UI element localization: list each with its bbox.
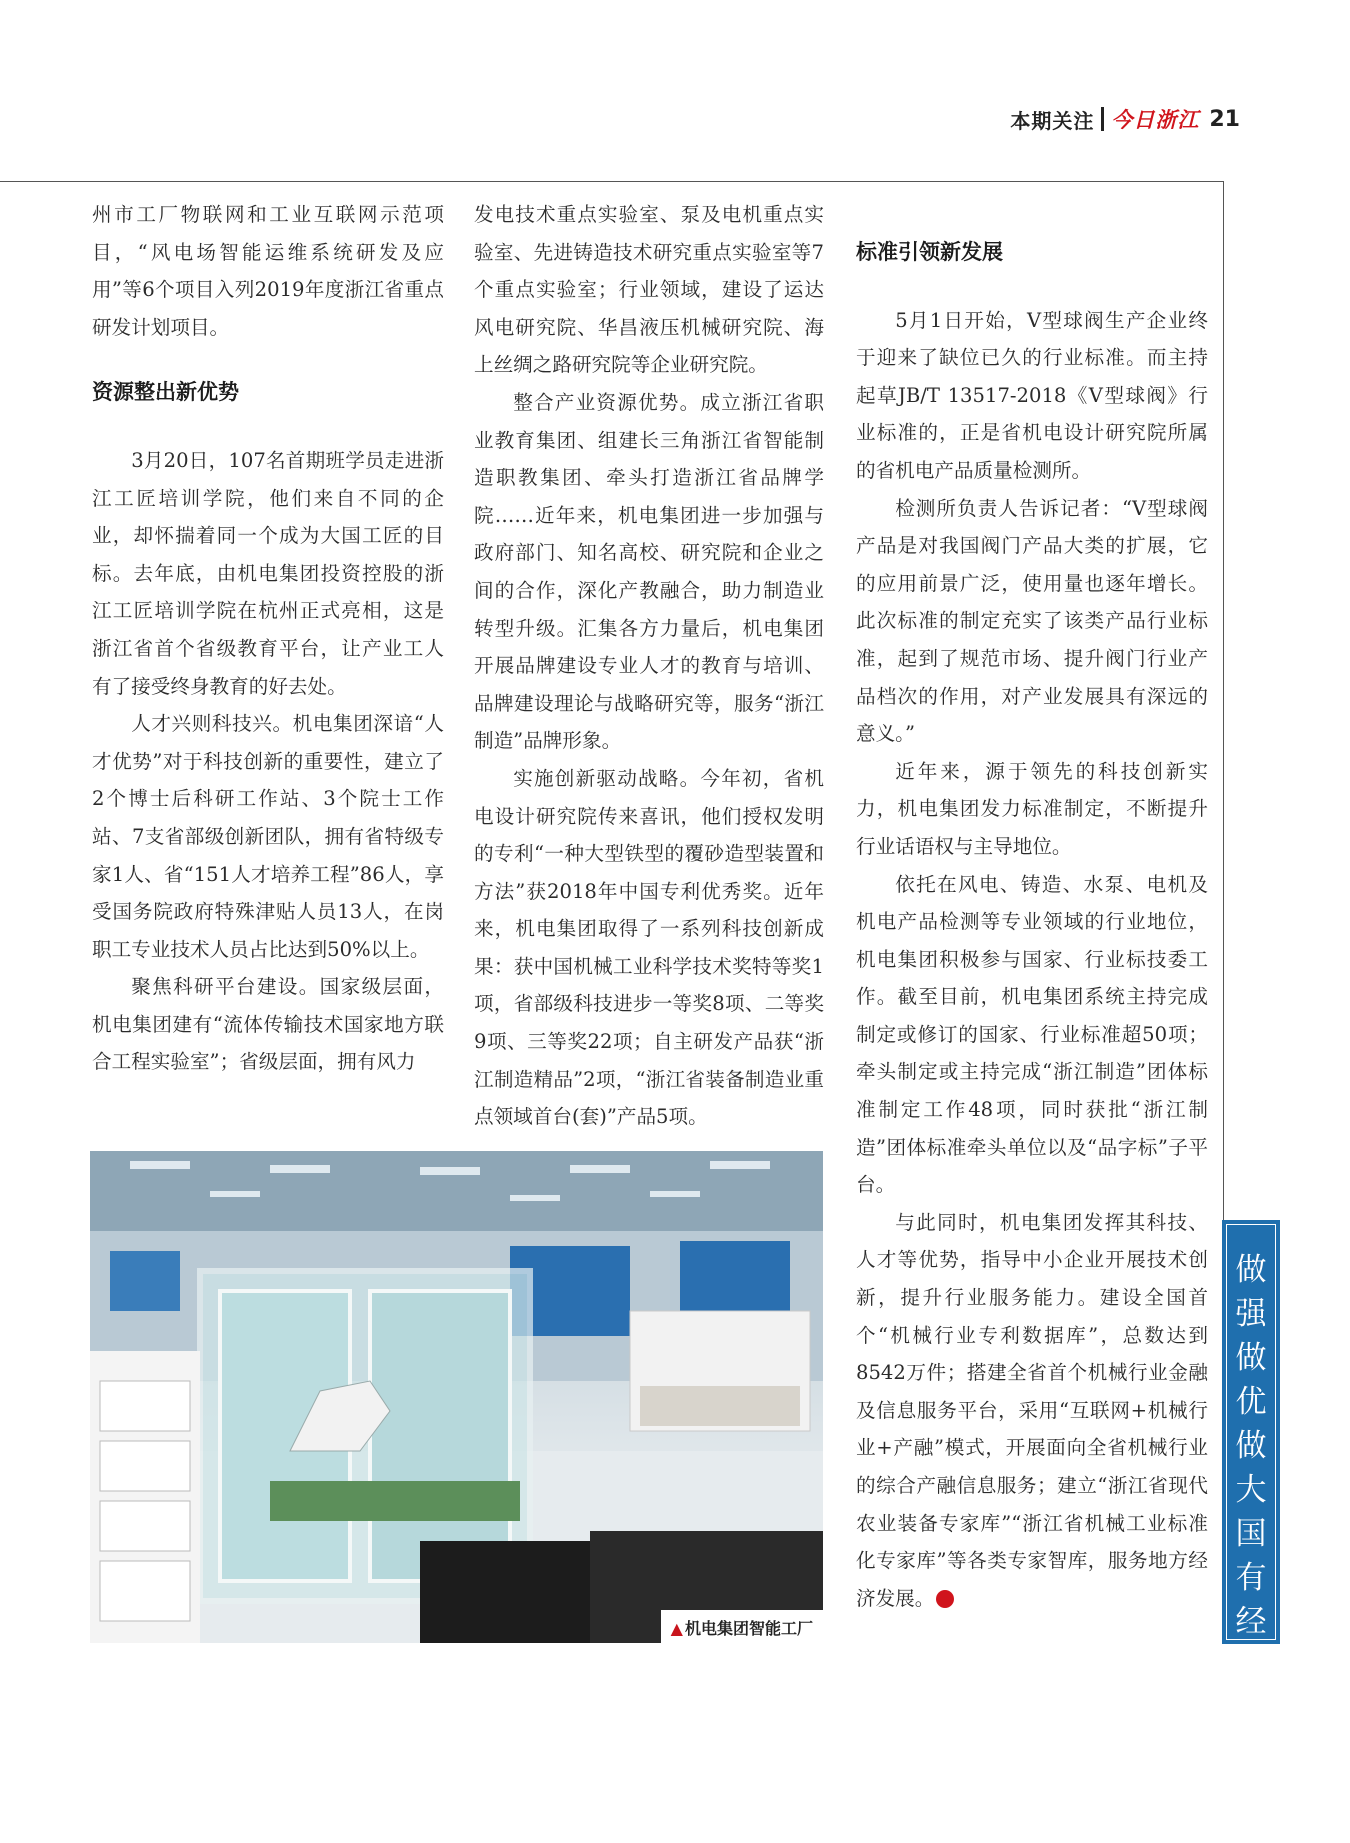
end-mark-icon: 今 xyxy=(936,1590,954,1608)
paragraph: 聚焦科研平台建设。国家级层面，机电集团建有“流体传输技术国家地方联合工程实验室”；省级层面，拥有风力 xyxy=(92,975,444,1074)
paragraph: 发电技术重点实验室、泵及电机重点实验室、先进铸造技术研究重点实验室等7个重点实验室；行业领域，建设了运达风电研究院、华昌液压机械研究院、海上丝绸之路研究院等企业研究院。 xyxy=(474,203,824,377)
caption-text: 机电集团智能工厂 xyxy=(684,1619,813,1638)
right-rule xyxy=(1223,181,1224,1221)
magazine-logo: 今日浙江 xyxy=(1111,108,1200,132)
paragraph: 整合产业资源优势。成立浙江省职业教育集团、组建长三角浙江省智能制造职教集团、牵头打造浙江省品牌学院……近年来，机电集团进一步加强与政府部门、知名高校、研究院和企业之间的合作，深化产教融合，助力制造业转型升级。汇集各方力量后，机电集团开展品牌建设专业人才的教育与培训、品牌建设理论与战略研究等，服务“浙江制造”品牌形象。 xyxy=(474,390,824,753)
section-name: 本期关注 xyxy=(1010,108,1095,133)
section-heading: 资源整出新优势 xyxy=(92,380,239,405)
paragraph: 近年来，源于领先的科技创新实力，机电集团发力标准制定，不断提升行业话语权与主导地位。 xyxy=(856,759,1208,858)
paragraph: 3月20日，107名首期班学员走进浙江工匠培训学院，他们来自不同的企业，却怀揣着同一个成为大国工匠的目标。去年底，由机电集团投资控股的浙江工匠培训学院在杭州正式亮相，这是浙江省首个省级教育平台，让产业工人有了接受终身教育的好去处。 xyxy=(92,448,444,698)
factory-photo xyxy=(90,1151,823,1643)
paragraph: 实施创新驱动战略。今年初，省机电设计研究院传来喜讯，他们授权发明的专利“一种大型铁型的覆砂造型装置和方法”获2018年中国专利优秀奖。近年来，机电集团取得了一系列科技创新成果：获中国机械工业科学技术奖特等奖1项，省部级科技进步一等奖8项、二等奖9项、三等奖22项；自主研发产品获“浙江制造精品”2项，“浙江省装备制造业重点领域首台(套)”产品5项。 xyxy=(474,766,824,1129)
column-3 xyxy=(856,196,1208,1617)
column-1 xyxy=(92,196,444,1081)
side-banner-title: 做强做优做大国有经济 xyxy=(1235,1252,1267,1684)
header-divider xyxy=(1101,107,1104,131)
paragraph: 检测所负责人告诉记者：“V型球阀产品是对我国阀门产品大类的扩展，它的应用前景广泛，使用量也逐年增长。此次标准的制定充实了该类产品行业标准，起到了规范市场、提升阀门行业产品档次的作用，对产业发展具有深远的意义。” xyxy=(856,496,1208,746)
paragraph xyxy=(856,1204,1208,1618)
paragraph: 人才兴则科技兴。机电集团深谙“人才优势”对于科技创新的重要性，建立了2个博士后科研工作站、3个院士工作站、7支省部级创新团队，拥有省特级专家1人、省“151人才培养工程”86人，享受国务院政府特殊津贴人员13人，在岗职工专业技术人员占比达到50%以上。 xyxy=(92,712,444,961)
page-number: 21 xyxy=(1209,106,1240,132)
paragraph: 依托在风电、铸造、水泵、电机及机电产品检测等专业领域的行业地位，机电集团积极参与国家、行业标技委工作。截至目前，机电集团系统主持完成制定或修订的国家、行业标准超50项；牵头制定或主持完成“浙江制造”团体标准制定工作48项，同时获批“浙江制造”团体标准牵头单位以及“品字标”子平台。 xyxy=(856,872,1208,1197)
top-rule xyxy=(0,181,1224,182)
paragraph: 5月1日开始，V型球阀生产企业终于迎来了缺位已久的行业标准。而主持起草JB/T 13517-2018《V型球阀》行业标准的，正是省机电设计研究院所属的省机电产品质量检测所。 xyxy=(856,308,1208,482)
column-2 xyxy=(474,196,824,1136)
page-header xyxy=(1010,104,1240,134)
paragraph: 州市工厂物联网和工业互联网示范项目，“风电场智能运维系统研发及应用”等6个项目入列2019年度浙江省重点研发计划项目。 xyxy=(92,203,444,339)
side-banner xyxy=(1222,1220,1280,1684)
triangle-icon: ▲ xyxy=(670,1619,683,1638)
paragraph-text: 与此同时，机电集团发挥其科技、人才等优势，指导中小企业开展技术创新，提升行业服务能力。建设全国首个“机械行业专利数据库”，总数达到8542万件；搭建全省首个机械行业金融及信息服务平台，采用“互联网+机械行业+产融”模式，开展面向全省机械行业的综合产融信息服务；建立“浙江省现代农业装备专家库”“浙江省机械工业标准化专家库”等各类专家智库，服务地方经济发展。 xyxy=(856,1210,1208,1610)
photo-caption xyxy=(661,1610,823,1643)
section-heading: 标准引领新发展 xyxy=(856,240,1003,264)
factory-scene xyxy=(90,1151,823,1643)
